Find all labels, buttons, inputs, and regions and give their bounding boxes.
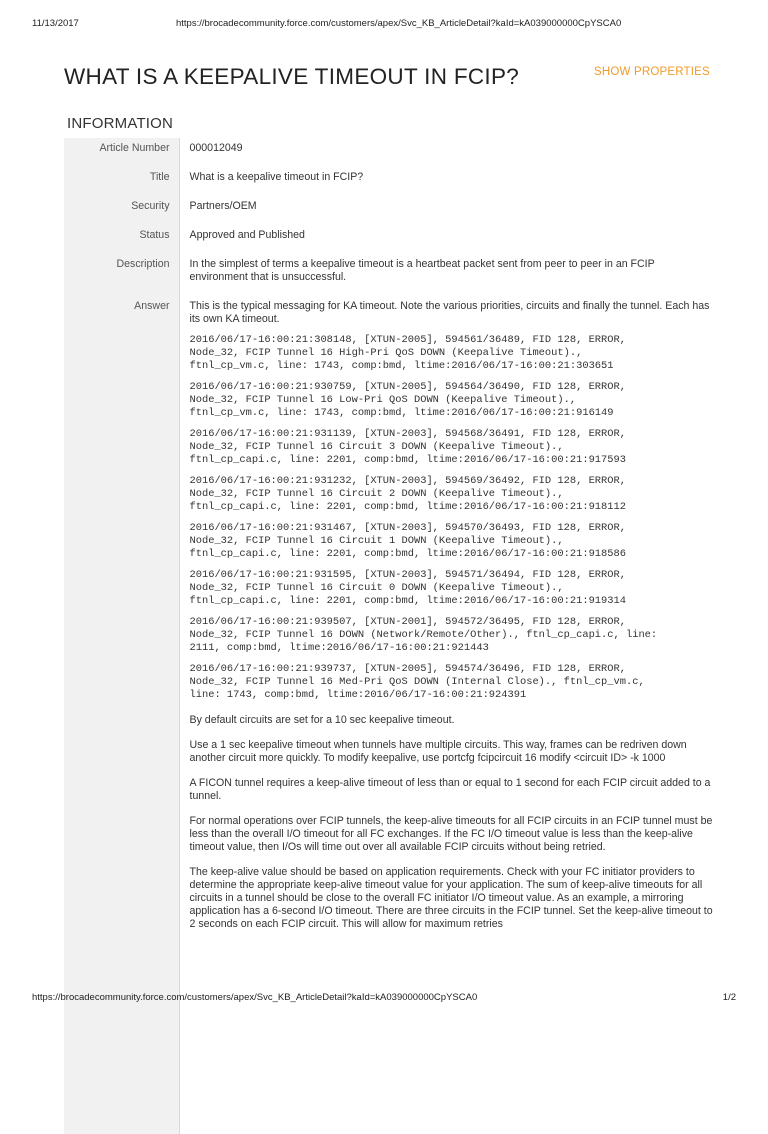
log-entry: 2016/06/17-16:00:21:931595, [XTUN-2003], 594571/36494, FID 128, ERROR, Node_32, FCIP Tunnel 16 Circuit 0 DOWN (Keepalive Timeout)., ftnl_cp_capi.c, line: 2201, comp:bmd, ltime:2016/06/17-16:00:21:919314 <box>189 569 626 607</box>
info-row-security <box>64 196 714 225</box>
answer-label: Answer <box>64 296 179 1134</box>
security-label: Security <box>64 196 179 225</box>
info-row-status <box>64 225 714 254</box>
info-row-article-number <box>64 138 714 167</box>
description-label: Description <box>64 254 179 296</box>
answer-value <box>179 296 714 1134</box>
title-value: What is a keepalive timeout in FCIP? <box>189 171 364 183</box>
info-row-title <box>64 167 714 196</box>
answer-paragraph: For normal operations over FCIP tunnels, the keep-alive timeouts for all FCIP circuits in an FCIP tunnel must be less than the overall I/O timeout for all FC exchanges. If the FC I/O timeout value is less than the keep-alive timeout value, then I/Os will time out over all available FCIP circuits without being retried. <box>189 815 713 853</box>
information-table <box>64 138 714 1134</box>
status-value: Approved and Published <box>189 229 305 241</box>
description-value: In the simplest of terms a keepalive timeout is a heartbeat packet sent from peer to peer in an FCIP environment that is unsuccessful. <box>189 258 655 283</box>
log-entry: 2016/06/17-16:00:21:308148, [XTUN-2005], 594561/36489, FID 128, ERROR, Node_32, FCIP Tunnel 16 High-Pri QoS DOWN (Keepalive Timeout)., ftnl_cp_vm.c, line: 1743, comp:bmd, ltime:2016/06/17-16:00:21:303651 <box>189 334 626 372</box>
print-url: https://brocadecommunity.force.com/customers/apex/Svc_KB_ArticleDetail?kaId=kA039000000CpYSCA0 <box>176 18 622 29</box>
print-footer <box>0 992 768 1008</box>
article-number-value: 000012049 <box>189 142 243 154</box>
info-row-description <box>64 254 714 296</box>
print-footer-url: https://brocadecommunity.force.com/customers/apex/Svc_KB_ArticleDetail?kaId=kA039000000CpYSCA0 <box>32 992 478 1003</box>
title-label: Title <box>64 167 179 196</box>
log-entry: 2016/06/17-16:00:21:931232, [XTUN-2003], 594569/36492, FID 128, ERROR, Node_32, FCIP Tunnel 16 Circuit 2 DOWN (Keepalive Timeout)., ftnl_cp_capi.c, line: 2201, comp:bmd, ltime:2016/06/17-16:00:21:918112 <box>189 475 626 513</box>
answer-paragraph: By default circuits are set for a 10 sec keepalive timeout. <box>189 714 455 726</box>
answer-paragraph: A FICON tunnel requires a keep-alive timeout of less than or equal to 1 second for each FCIP circuit added to a tunnel. <box>189 777 711 802</box>
log-entry: 2016/06/17-16:00:21:930759, [XTUN-2005], 594564/36490, FID 128, ERROR, Node_32, FCIP Tunnel 16 Low-Pri QoS DOWN (Keepalive Timeout)., ftnl_cp_vm.c, line: 1743, comp:bmd, ltime:2016/06/17-16:00:21:916149 <box>189 381 626 419</box>
log-entry: 2016/06/17-16:00:21:931139, [XTUN-2003], 594568/36491, FID 128, ERROR, Node_32, FCIP Tunnel 16 Circuit 3 DOWN (Keepalive Timeout)., ftnl_cp_capi.c, line: 2201, comp:bmd, ltime:2016/06/17-16:00:21:917593 <box>189 428 626 466</box>
security-value: Partners/OEM <box>189 200 257 212</box>
section-title-information: INFORMATION <box>67 115 174 132</box>
status-label: Status <box>64 225 179 254</box>
log-entry: 2016/06/17-16:00:21:931467, [XTUN-2003], 594570/36493, FID 128, ERROR, Node_32, FCIP Tunnel 16 Circuit 1 DOWN (Keepalive Timeout)., ftnl_cp_capi.c, line: 2201, comp:bmd, ltime:2016/06/17-16:00:21:918586 <box>189 522 626 560</box>
log-entry: 2016/06/17-16:00:21:939507, [XTUN-2001], 594572/36495, FID 128, ERROR, Node_32, FCIP Tunnel 16 DOWN (Network/Remote/Other)., ftnl_cp_capi.c, line: 2111, comp:bmd, ltime:2016/06/17-16:00:21:921443 <box>189 616 658 654</box>
answer-intro: This is the typical messaging for KA timeout. Note the various priorities, circuits and finally the tunnel. Each has its own KA timeout. <box>189 300 710 325</box>
info-row-answer <box>64 296 714 1134</box>
page-title: WHAT IS A KEEPALIVE TIMEOUT IN FCIP? <box>64 64 520 89</box>
answer-paragraph: Use a 1 sec keepalive timeout when tunnels have multiple circuits. This way, frames can be redriven down another circuit more quickly. To modify keepalive, use portcfg fcipcircuit 16 modify <circuit ID> -k 1000 <box>189 739 687 764</box>
show-properties-link[interactable]: SHOW PROPERTIES <box>594 66 710 78</box>
article-number-label: Article Number <box>64 138 179 167</box>
answer-paragraph: The keep-alive value should be based on application requirements. Check with your FC initiator providers to determine the appropriate keep-alive timeout value for your application. The sum of keep-alive timeouts for all circuits in a tunnel should be close to the overall FC initiator I/O timeout value. As an example, a mirroring application has a 6-second I/O timeout. There are three circuits in the FCIP tunnel. Set the keep-alive timeout to 2 seconds on each FCIP circuit. This will allow for maximum retries <box>189 866 713 930</box>
page-number: 1/2 <box>722 992 736 1003</box>
print-header <box>0 18 768 34</box>
print-date: 11/13/2017 <box>32 18 79 29</box>
log-entry: 2016/06/17-16:00:21:939737, [XTUN-2005], 594574/36496, FID 128, ERROR, Node_32, FCIP Tunnel 16 Med-Pri QoS DOWN (Internal Close)., ftnl_cp_vm.c, line: 1743, comp:bmd, ltime:2016/06/17-16:00:21:924391 <box>189 663 645 701</box>
